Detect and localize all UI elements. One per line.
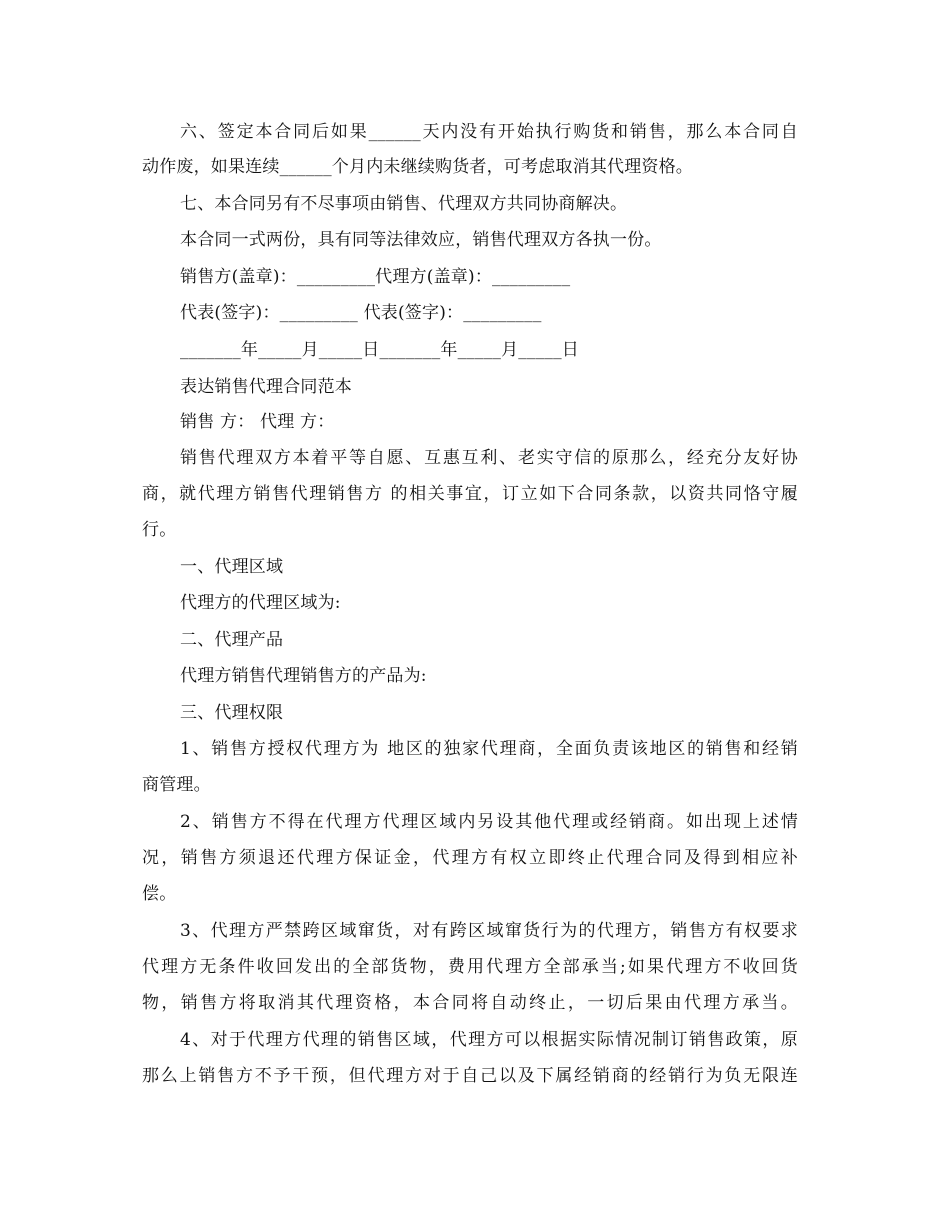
agency-products-text: 代理方销售代理销售方的产品为:: [180, 666, 427, 686]
authority-3-line-2: 代理方无条件收回发出的全部货物，费用代理方全部承当;如果代理方不收回货: [142, 957, 798, 977]
preamble-line-3: 行。: [142, 520, 177, 540]
heading-agency-authority: 三、代理权限: [180, 703, 284, 723]
authority-2-line-3: 偿。: [142, 884, 177, 904]
heading-agency-products: 二、代理产品: [180, 630, 284, 650]
clause-6-line-1: 六、签定本合同后如果______天内没有开始执行购货和销售，那么本合同自: [180, 122, 798, 142]
section-title: 表达销售代理合同范本: [180, 377, 352, 397]
authority-2-line-1: 2、销售方不得在代理方代理区域内另设其他代理或经销商。如出现上述情: [180, 812, 798, 832]
authority-1-line-2: 商管理。: [142, 775, 211, 795]
clause-7: 七、本合同另有不尽事项由销售、代理双方共同协商解决。: [180, 194, 628, 214]
authority-4-line-2: 那么上销售方不予干预，但代理方对于自己以及下属经销商的经销行为负无限连: [142, 1066, 798, 1086]
parties-line: 销售 方： 代理 方：: [180, 412, 335, 432]
seal-line: 销售方(盖章)：_________代理方(盖章)：_________: [180, 267, 571, 287]
heading-agency-region: 一、代理区域: [180, 557, 284, 577]
copies-statement: 本合同一式两份，具有同等法律效应，销售代理双方各执一份。: [180, 230, 662, 250]
authority-1-line-1: 1、销售方授权代理方为 地区的独家代理商，全面负责该地区的销售和经销: [180, 739, 798, 759]
preamble-line-2: 商，就代理方销售代理销售方 的相关事宜，订立如下合同条款，以资共同恪守履: [142, 484, 798, 504]
date-line: _______年_____月_____日_______年_____月_____日: [180, 340, 579, 360]
signature-line: 代表(签字)：_________ 代表(签字)：_________: [180, 303, 542, 323]
authority-3-line-1: 3、代理方严禁跨区域窜货，对有跨区域窜货行为的代理方，销售方有权要求: [180, 921, 798, 941]
agency-region-text: 代理方的代理区域为:: [180, 593, 341, 613]
authority-3-line-3: 物，销售方将取消其代理资格，本合同将自动终止，一切后果由代理方承当。: [142, 993, 798, 1013]
authority-4-line-1: 4、对于代理方代理的销售区域，代理方可以根据实际情况制订销售政策，原: [180, 1030, 798, 1050]
clause-6-line-2: 动作废，如果连续______个月内未继续购货者，可考虑取消其代理资格。: [142, 157, 693, 177]
preamble-line-1: 销售代理双方本着平等自愿、互惠互利、老实守信的原那么，经充分友好协: [180, 448, 798, 468]
authority-2-line-2: 况，销售方须退还代理方保证金，代理方有权立即终止代理合同及得到相应补: [142, 848, 798, 868]
